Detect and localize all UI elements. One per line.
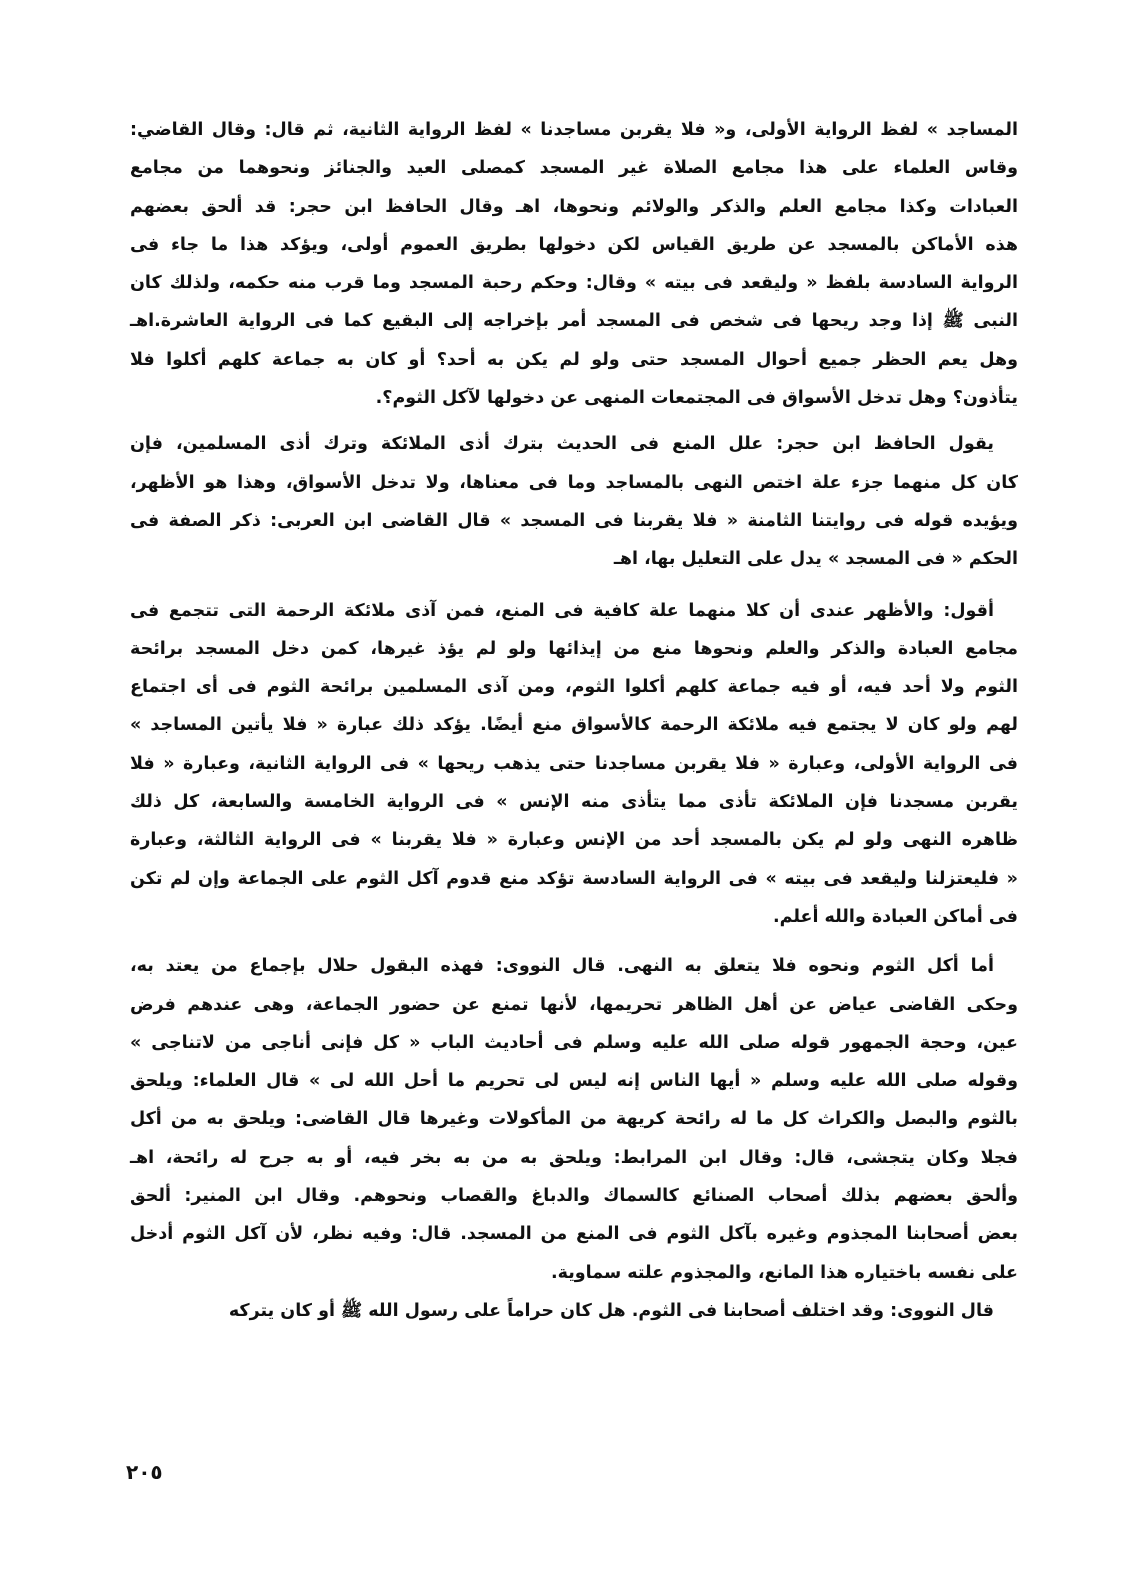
text-line: فى أماكن العبادة والله أعلم.	[772, 906, 1018, 927]
text-line: الحكم « فى المسجد » يدل على التعليل بها، اهـ	[613, 549, 1018, 570]
text-line: بالثوم والبصل والكراث كل ما له رائحة كريهة من المأكولات وغيرها قال القاضى: ويلحق به من أكل	[130, 1109, 1018, 1130]
text-line: فى الرواية الأولى، وعبارة « فلا يقربن مساجدنا حتى يذهب ريحها » فى الرواية الثانية، وعبارة « فلا	[130, 753, 1018, 774]
text-line: وقوله صلى الله عليه وسلم « أيها الناس إنه ليس لى تحريم ما أحل الله لى » قال العلماء: ويلحق	[130, 1071, 1018, 1092]
text-line: هذه الأماكن بالمسجد عن طريق القياس لكن دخولها بطريق العموم أولى، ويؤكد هذا ما جاء فى	[130, 234, 1018, 255]
text-line: فجلا وكان يتجشى، قال: وقال ابن المرابط: ويلحق به من به بخر فيه، أو به جرح له رائحة، اهـ	[130, 1147, 1018, 1168]
paragraph	[130, 111, 1018, 417]
paragraph	[130, 1292, 1018, 1330]
text-line: وحكى القاضى عياض عن أهل الظاهر تحريمها، لأنها تمنع عن حضور الجماعة، وهى عندهم فرض	[130, 994, 1018, 1015]
paragraph	[130, 947, 1018, 1292]
text-line: كان كل منهما جزء علة اختص النهى بالمساجد وما فى معناها، ولا تدخل الأسواق، وهذا هو الأظهر،	[130, 472, 1018, 493]
text-line: مجامع العبادة والذكر والعلم ونحوها منع من إيذائها ولو لم يؤذ غيرها، كمن دخل المسجد برائحة	[130, 638, 1018, 659]
paragraph	[130, 425, 1018, 578]
text-line: النبى ﷺ إذا وجد ريحها فى شخص فى المسجد أمر بإخراجه إلى البقيع كما فى الرواية العاشرة.اهـ	[130, 311, 1018, 332]
text-line: بعض أصحابنا المجذوم وغيره بآكل الثوم فى المنع من المسجد. قال: وفيه نظر، لأن آكل الثوم أدخل	[130, 1224, 1018, 1245]
text-line: ظاهره النهى ولو لم يكن بالمسجد أحد من الإنس وعبارة « فلا يقربنا » فى الرواية الثالثة، وعبارة	[130, 830, 1018, 851]
text-line: يتأذون؟ وهل تدخل الأسواق فى المجتمعات المنهى عن دخولها لآكل الثوم؟.	[375, 388, 1018, 409]
text-line: أقول: والأظهر عندى أن كلا منهما علة كافية فى المنع، فمن آذى ملائكة الرحمة التى تتجمع فى	[130, 600, 994, 621]
text-line: « فليعتزلنا وليقعد فى بيته » فى الرواية السادسة تؤكد منع قدوم آكل الثوم على الجماعة وإن لم تكن	[130, 868, 1018, 889]
text-line: الرواية السادسة بلفظ « وليقعد فى بيته » وقال: وحكم رحبة المسجد وما قرب منه حكمه، ولذلك كان	[130, 273, 1018, 294]
text-line: ويؤيده قوله فى روايتنا الثامنة « فلا يقربنا فى المسجد » قال القاضى ابن العربى: ذكر الصفة فى	[130, 510, 1018, 531]
text-line: عين، وحجة الجمهور قوله صلى الله عليه وسلم فى أحاديث الباب « كل فإنى أناجى من لاتناجى »	[130, 1032, 1018, 1053]
text-line: أما أكل الثوم ونحوه فلا يتعلق به النهى. قال النووى: فهذه البقول حلال بإجماع من يعتد به،	[130, 956, 994, 977]
text-line: وألحق بعضهم بذلك أصحاب الصنائع كالسماك والدباغ والقصاب ونحوهم. وقال ابن المنير: ألحق	[130, 1186, 1018, 1207]
text-line: يقربن مسجدنا فإن الملائكة تأذى مما يتأذى منه الإنس » فى الرواية الخامسة والسابعة، كل ذلك	[130, 792, 1018, 813]
text-line: يقول الحافظ ابن حجر: علل المنع فى الحديث بترك أذى الملائكة وترك أذى المسلمين، فإن	[130, 434, 994, 455]
text-line: وهل يعم الحظر جميع أحوال المسجد حتى ولو لم يكن به أحد؟ أو كان به جماعة كلهم أكلوا فلا	[130, 349, 1018, 370]
page-number: ٢٠٥	[126, 1460, 163, 1484]
text-line: الثوم ولا أحد فيه، أو فيه جماعة كلهم أكلوا الثوم، ومن آذى المسلمين برائحة الثوم فى أى اجتماع	[130, 677, 1018, 698]
text-line: على نفسه باختياره هذا المانع، والمجذوم علته سماوية.	[550, 1262, 1018, 1283]
document-page	[130, 111, 1018, 1330]
text-line: المساجد » لفظ الرواية الأولى، و« فلا يقربن مساجدنا » لفظ الرواية الثانية، ثم قال: وقال القاضي:	[130, 120, 1018, 140]
paragraph	[130, 592, 1018, 937]
text-line: وقاس العلماء على هذا مجامع الصلاة غير المسجد كمصلى العيد والجنائز ونحوهما من مجامع	[130, 158, 1018, 179]
text-line: قال النووى: وقد اختلف أصحابنا فى الثوم. هل كان حراماً على رسول الله ﷺ أو كان يتركه	[228, 1300, 994, 1321]
text-line: العبادات وكذا مجامع العلم والذكر والولائم ونحوها، اهـ وقال الحافظ ابن حجر: قد ألحق بعضهم	[130, 196, 1018, 217]
text-line: لهم ولو كان لا يجتمع فيه ملائكة الرحمة كالأسواق منع أيضًا. يؤكد ذلك عبارة « فلا يأتين المساجد »	[130, 715, 1018, 736]
